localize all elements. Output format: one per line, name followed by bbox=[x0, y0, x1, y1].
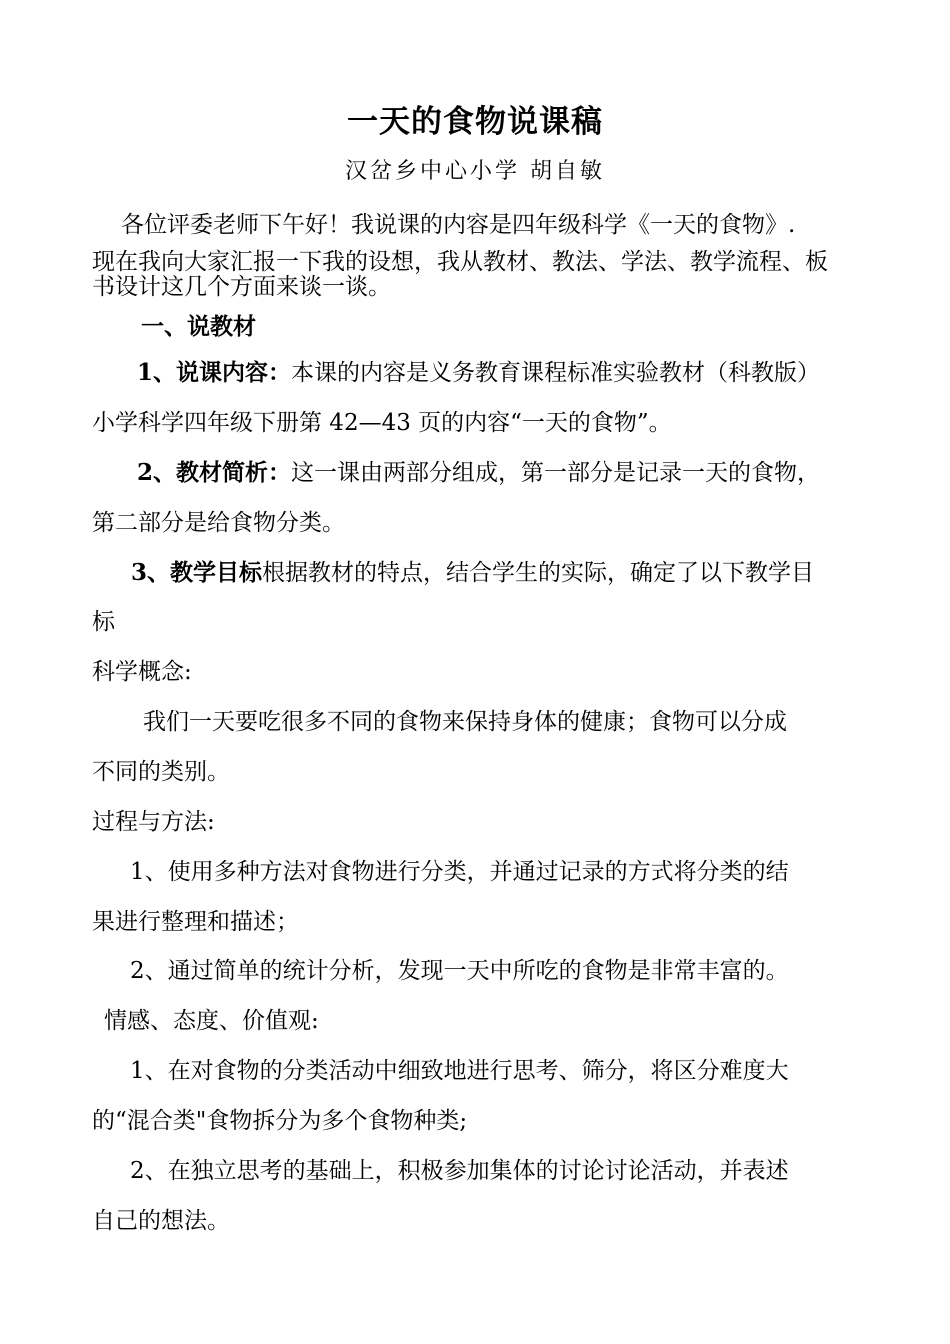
section-heading: 一、说教材 bbox=[141, 313, 256, 340]
emotion-line-1-cont: 的“混合类"食物拆分为多个食物种类; bbox=[92, 1108, 468, 1134]
paragraph-item-3 bbox=[131, 558, 814, 588]
item-1-label: 1、说课内容： bbox=[137, 359, 292, 386]
process-line-2: 2、通过简单的统计分析，发现一天中所吃的食物是非常丰富的。 bbox=[130, 958, 789, 984]
process-line-1: 1、使用多种方法对食物进行分类，并通过记录的方式将分类的结 bbox=[130, 859, 789, 885]
emotion-line-1: 1、在对食物的分类活动中细致地进行思考、筛分，将区分难度大 bbox=[130, 1058, 789, 1084]
emotion-line-2-cont: 自己的想法。 bbox=[92, 1208, 230, 1234]
paragraph-item-1 bbox=[137, 358, 820, 388]
intro-line-1: 各位评委老师下午好！我说课的内容是四年级科学《一天的食物》. bbox=[121, 212, 796, 238]
concept-line-1: 我们一天要吃很多不同的食物来保持身体的健康；食物可以分成 bbox=[143, 709, 787, 735]
concept-heading: 科学概念: bbox=[92, 659, 192, 685]
item-1-text: 本课的内容是义务教育课程标准实验教材（科教版） bbox=[291, 360, 821, 386]
intro-line-3: 书设计这几个方面来谈一谈。 bbox=[92, 274, 391, 300]
item-3-label: 3、教学目标 bbox=[131, 559, 263, 586]
item-3-text: 根据教材的特点，结合学生的实际，确定了以下教学目 bbox=[262, 560, 815, 586]
intro-line-2: 现在我向大家汇报一下我的设想，我从教材、教法、学法、教学流程、板 bbox=[92, 249, 828, 275]
concept-line-2: 不同的类别。 bbox=[92, 759, 230, 785]
emotion-line-2: 2、在独立思考的基础上，积极参加集体的讨论讨论活动，并表述 bbox=[130, 1158, 789, 1184]
item-2-label: 2、教材简析： bbox=[137, 459, 292, 486]
item-2-continuation: 第二部分是给食物分类。 bbox=[92, 510, 345, 536]
emotion-heading: 情感、态度、价值观: bbox=[104, 1008, 319, 1034]
paragraph-item-2 bbox=[137, 458, 820, 488]
item-1-continuation: 小学科学四年级下册第 42—43 页的内容“一天的食物”。 bbox=[92, 410, 672, 436]
document-author: 汉岔乡中心小学 胡自敏 bbox=[345, 159, 605, 184]
process-heading: 过程与方法: bbox=[92, 809, 215, 835]
item-2-text: 这一课由两部分组成，第一部分是记录一天的食物， bbox=[291, 460, 821, 486]
process-line-1-cont: 果进行整理和描述； bbox=[92, 909, 299, 935]
document-title: 一天的食物说课稿 bbox=[347, 104, 603, 140]
item-3-continuation: 标 bbox=[92, 609, 115, 635]
